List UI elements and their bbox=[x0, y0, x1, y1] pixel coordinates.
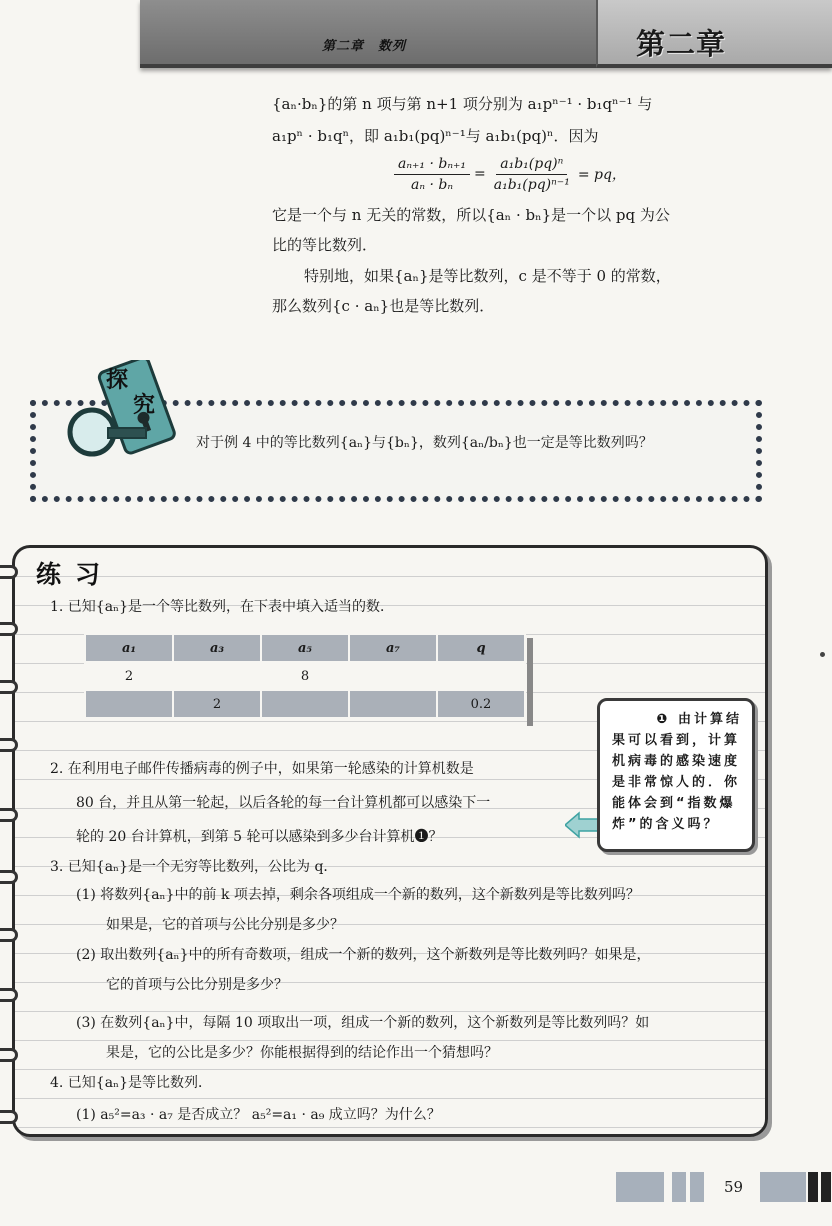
exercise-3-1-line-2: 如果是，它的首项与公比分别是多少？ bbox=[106, 917, 344, 933]
binder-ring bbox=[0, 808, 18, 822]
footer-bar bbox=[821, 1172, 831, 1202]
table-header-cell: a₁ bbox=[85, 634, 173, 662]
exercise-2-line-3: 轮的 20 台计算机，到第 5 轮可以感染到多少台计算机❶？ bbox=[76, 829, 443, 845]
formula-denominator-1: aₙ · bₙ bbox=[411, 176, 454, 193]
binder-ring bbox=[0, 565, 18, 579]
table-cell: 0.2 bbox=[437, 690, 525, 718]
binder-ring bbox=[0, 738, 18, 752]
table-cell bbox=[349, 662, 437, 690]
exercise-3: 3. 已知{aₙ}是一个无穷等比数列，公比为 q． bbox=[50, 859, 338, 875]
binder-ring bbox=[0, 680, 18, 694]
body-line-3: 它是一个与 n 无关的常数，所以{aₙ · bₙ}是一个以 pq 为公 bbox=[272, 206, 670, 224]
footer-bar bbox=[808, 1172, 818, 1202]
body-line-1: {aₙ·bₙ}的第 n 项与第 n+1 项分别为 a₁pⁿ⁻¹ · b₁qⁿ⁻¹ 与 bbox=[272, 95, 653, 113]
formula-numerator-2: a₁b₁(pq)ⁿ bbox=[496, 156, 567, 175]
side-note-line: 能体会到“指数爆 bbox=[612, 796, 736, 811]
table-header-cell: a₇ bbox=[349, 634, 437, 662]
side-note bbox=[597, 698, 755, 852]
table-cell bbox=[349, 690, 437, 718]
body-line-2: a₁pⁿ · b₁qⁿ，即 a₁b₁(pq)ⁿ⁻¹与 a₁b₁(pq)ⁿ．因为 bbox=[272, 127, 599, 145]
footer-bar bbox=[690, 1172, 704, 1202]
exercise-2-line-1: 2. 在利用电子邮件传播病毒的例子中，如果第一轮感染的计算机数是 bbox=[50, 761, 474, 777]
footer-bar bbox=[672, 1172, 686, 1202]
body-line-6: 那么数列{c · aₙ}也是等比数列． bbox=[272, 297, 495, 315]
side-note-line: 果可以看到，计算 bbox=[612, 733, 741, 748]
binder-ring bbox=[0, 928, 18, 942]
table-cell bbox=[173, 662, 261, 690]
sequence-table bbox=[84, 633, 526, 719]
body-line-5: 特别地，如果{aₙ}是等比数列，c 是不等于 0 的常数， bbox=[304, 267, 671, 285]
exercise-3-3-line-1: (3) 在数列{aₙ}中，每隔 10 项取出一项，组成一个新的数列，这个新数列是等比数列吗？如 bbox=[76, 1015, 650, 1031]
explore-label-1: 探 bbox=[106, 368, 129, 393]
explore-label-2: 究 bbox=[133, 393, 156, 418]
body-line-4: 比的等比数列． bbox=[272, 236, 378, 254]
table-cell: 2 bbox=[85, 662, 173, 690]
side-note-line: 是非常惊人的．你 bbox=[612, 775, 741, 790]
exercise-2-line-2: 80 台，并且从第一轮起，以后各轮的每一台计算机都可以感染下一 bbox=[76, 795, 491, 811]
footer-bar bbox=[760, 1172, 806, 1202]
chapter-label: 第二章 bbox=[636, 27, 727, 61]
exercise-3-2-line-2: 它的首项与公比分别是多少？ bbox=[106, 977, 288, 993]
table-header-row bbox=[85, 634, 525, 662]
formula-numerator-1: aₙ₊₁ · bₙ₊₁ bbox=[394, 156, 470, 175]
table-cell bbox=[261, 690, 349, 718]
side-note-line: ❶ 由计算结 bbox=[656, 712, 742, 727]
explore-question: 对于例 4 中的等比数列{aₙ}与{bₙ}，数列{aₙ/bₙ}也一定是等比数列吗？ bbox=[196, 435, 653, 451]
exercise-3-3-line-2: 果是，它的公比是多少？你能根据得到的结论作出一个猜想吗？ bbox=[106, 1045, 498, 1061]
binder-ring bbox=[0, 1110, 18, 1124]
exercise-1: 1. 已知{aₙ}是一个等比数列，在下表中填入适当的数． bbox=[50, 599, 395, 615]
formula-denominator-2: a₁b₁(pq)ⁿ⁻¹ bbox=[493, 176, 570, 193]
exercise-3-2-line-1: (2) 取出数列{aₙ}中的所有奇数项，组成一个新的数列，这个新数列是等比数列吗？如果是， bbox=[76, 947, 651, 963]
binder-ring bbox=[0, 622, 18, 636]
table-cell: 2 bbox=[173, 690, 261, 718]
binder-ring bbox=[0, 1048, 18, 1062]
exercise-title: 练习 bbox=[36, 560, 115, 589]
side-note-line: 炸”的含义吗？ bbox=[612, 817, 720, 832]
table-header-cell: a₃ bbox=[173, 634, 261, 662]
exercise-4-1: (1) a₅²=a₃ · a₇ 是否成立？ a₅²=a₁ · a₉ 成立吗？为什么？ bbox=[76, 1107, 441, 1123]
table-cell bbox=[85, 690, 173, 718]
formula-result: = pq， bbox=[577, 167, 626, 183]
table-shadow bbox=[527, 638, 533, 726]
side-note-line: 机病毒的感染速度 bbox=[612, 754, 741, 769]
footer-bar bbox=[616, 1172, 664, 1202]
page-number: 59 bbox=[724, 1178, 744, 1196]
running-title: 第二章 数列 bbox=[322, 39, 407, 54]
note-arrow-icon bbox=[565, 810, 599, 840]
table-header-cell: q bbox=[437, 634, 525, 662]
formula-fraction-2 bbox=[490, 156, 574, 193]
table-cell bbox=[437, 662, 525, 690]
table-cell: 8 bbox=[261, 662, 349, 690]
exercise-3-1-line-1: (1) 将数列{aₙ}中的前 k 项去掉，剩余各项组成一个新的数列，这个新数列是等比数列吗？ bbox=[76, 887, 640, 903]
ratio-formula bbox=[390, 152, 626, 196]
formula-fraction-1 bbox=[394, 156, 470, 193]
table-row bbox=[85, 690, 525, 718]
binder-ring bbox=[0, 870, 18, 884]
exercise-4: 4. 已知{aₙ}是等比数列． bbox=[50, 1075, 213, 1091]
table-header-cell: a₅ bbox=[261, 634, 349, 662]
formula-equals: = bbox=[474, 166, 486, 182]
margin-dot bbox=[820, 652, 825, 657]
binder-ring bbox=[0, 988, 18, 1002]
table-row bbox=[85, 662, 525, 690]
